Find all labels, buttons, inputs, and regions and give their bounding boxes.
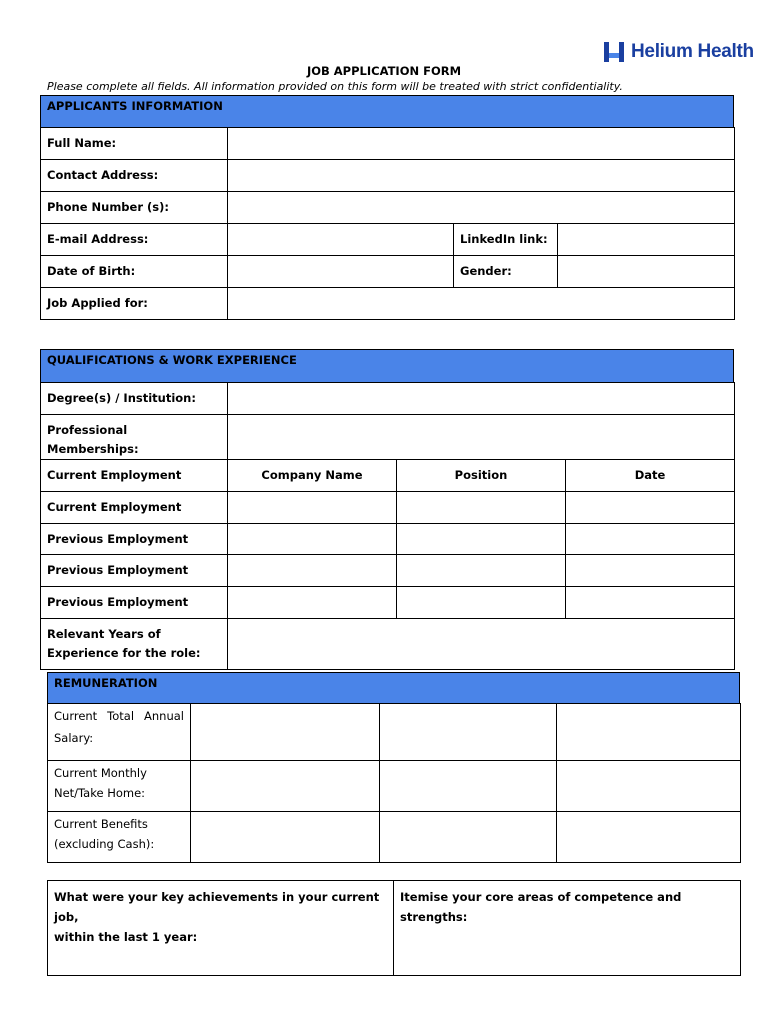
monthly-net-field[interactable]	[380, 761, 557, 812]
annual-salary-field[interactable]	[557, 704, 741, 761]
qualifications-table	[40, 382, 735, 670]
years-experience-field[interactable]	[228, 619, 735, 670]
competence-field[interactable]	[394, 881, 741, 976]
monthly-net-line1: Current Monthly	[54, 766, 147, 780]
benefits-field[interactable]	[380, 812, 557, 863]
brand-name: Helium Health	[631, 41, 754, 62]
date-field[interactable]	[566, 492, 735, 524]
employment-row-label: Current Employment	[41, 492, 228, 524]
full-name-field[interactable]	[228, 128, 735, 160]
company-name-field[interactable]	[228, 492, 397, 524]
employment-row-label: Previous Employment	[41, 587, 228, 619]
remuneration-table	[47, 703, 741, 863]
gender-field[interactable]	[558, 256, 735, 288]
employment-row-label: Previous Employment	[41, 524, 228, 555]
achievements-label-line1: What were your key achievements in your current job,	[54, 890, 380, 924]
position-field[interactable]	[397, 555, 566, 587]
date-field[interactable]	[566, 555, 735, 587]
monthly-net-field[interactable]	[557, 761, 741, 812]
achievements-table	[47, 880, 741, 976]
annual-salary-label	[48, 704, 191, 761]
applicant-table	[40, 127, 735, 320]
date-field[interactable]	[566, 524, 735, 555]
years-experience-line2: Experience for the role:	[47, 646, 201, 660]
form-title: JOB APPLICATION FORM	[306, 64, 462, 78]
annual-salary-line2: Salary:	[54, 731, 94, 745]
company-name-header: Company Name	[228, 460, 397, 492]
position-field[interactable]	[397, 492, 566, 524]
memberships-field[interactable]	[228, 415, 735, 460]
email-label: E-mail Address:	[41, 224, 228, 256]
company-name-field[interactable]	[228, 555, 397, 587]
benefits-field[interactable]	[557, 812, 741, 863]
benefits-label	[48, 812, 191, 863]
employment-header-label: Current Employment	[41, 460, 228, 492]
helium-logo-icon	[603, 41, 625, 63]
competence-label: Itemise your core areas of competence and strengths:	[400, 890, 682, 924]
linkedin-field[interactable]	[558, 224, 735, 256]
benefits-line1: Current Benefits	[54, 817, 148, 831]
degree-field[interactable]	[228, 383, 735, 415]
applicant-section-header: APPLICANTS INFORMATION	[40, 95, 734, 128]
phone-label: Phone Number (s):	[41, 192, 228, 224]
contact-address-field[interactable]	[228, 160, 735, 192]
benefits-field[interactable]	[191, 812, 380, 863]
linkedin-label: LinkedIn link:	[454, 224, 558, 256]
job-applied-field[interactable]	[228, 288, 735, 320]
full-name-label: Full Name:	[41, 128, 228, 160]
form-note: Please complete all fields. All information provided on this form will be treated with strict confidentiality.	[47, 80, 623, 93]
monthly-net-line2: Net/Take Home:	[54, 786, 146, 800]
email-field[interactable]	[228, 224, 454, 256]
monthly-net-field[interactable]	[191, 761, 380, 812]
position-field[interactable]	[397, 587, 566, 619]
memberships-label: Professional Memberships:	[41, 415, 228, 460]
dob-label: Date of Birth:	[41, 256, 228, 288]
phone-field[interactable]	[228, 192, 735, 224]
gender-label: Gender:	[454, 256, 558, 288]
years-experience-label	[41, 619, 228, 670]
brand-logo	[603, 41, 754, 63]
annual-salary-field[interactable]	[191, 704, 380, 761]
degree-label: Degree(s) / Institution:	[41, 383, 228, 415]
date-header: Date	[566, 460, 735, 492]
date-field[interactable]	[566, 587, 735, 619]
years-experience-line1: Relevant Years of	[47, 627, 161, 641]
achievements-field[interactable]	[48, 881, 394, 976]
achievements-label-line2: within the last 1 year:	[54, 930, 198, 944]
qualifications-section-header: QUALIFICATIONS & WORK EXPERIENCE	[40, 349, 734, 383]
annual-salary-field[interactable]	[380, 704, 557, 761]
company-name-field[interactable]	[228, 524, 397, 555]
benefits-line2: (excluding Cash):	[54, 837, 155, 851]
dob-field[interactable]	[228, 256, 454, 288]
remuneration-section-header: REMUNERATION	[47, 672, 740, 704]
job-applied-label: Job Applied for:	[41, 288, 228, 320]
contact-address-label: Contact Address:	[41, 160, 228, 192]
company-name-field[interactable]	[228, 587, 397, 619]
position-field[interactable]	[397, 524, 566, 555]
annual-salary-line1: Current Total Annual	[54, 709, 184, 723]
monthly-net-label	[48, 761, 191, 812]
employment-row-label: Previous Employment	[41, 555, 228, 587]
position-header: Position	[397, 460, 566, 492]
